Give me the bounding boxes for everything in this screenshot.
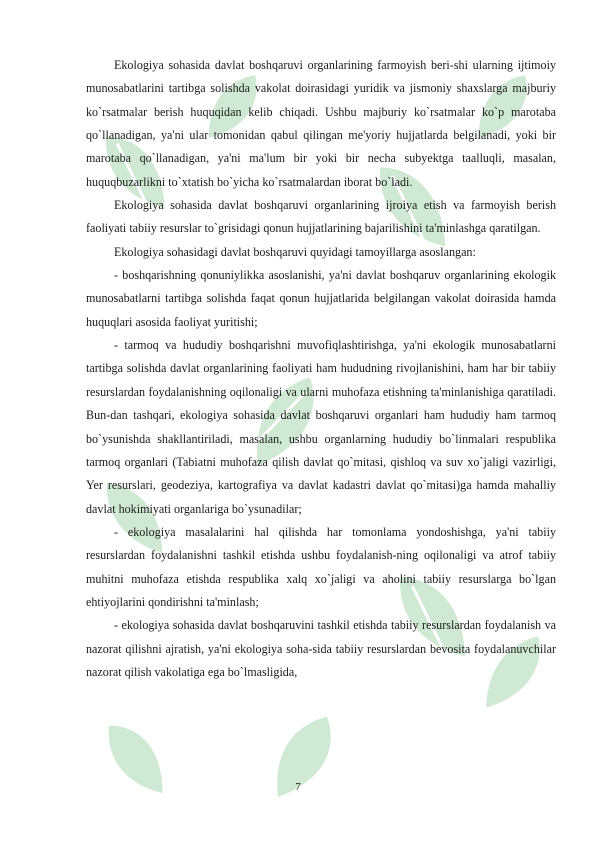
list-item: - boshqarishning qonuniylikka asoslanishi, ya'ni davlat boshqaruv organlarining ekologik munosabatlarni tartibga solishda faqat qonun hujjatlarida belgilangan vakolat doirasida hamda huquqlari asosida faoliyat yuritishi; [86,268,556,329]
list-item: - tarmoq va hududiy boshqarishni muvofiqlashtirishga, ya'ni ekologik munosabatlarni tartibga solishda davlat organlarining faoliyati ham hududning rivojlanishini, ham har bir tabiiy resurslardan foydalanishning oqilonaligi va ularni muhofaza etishning ta'minlanishiga qaratiladi. Bun-dan tashqari, ekologiya sohasida davlat boshqaruvi organlari ham hududiy ham tarmoq bo`ysunishda shakllantiriladi, masalan, ushbu organlarning hududiy bo`linmalari respublika tarmoq organlari (Tabiatni muhofaza qilish davlat qo`mitasi, qishloq va suv xo`jaligi vazirligi, Yer resurslari, geodeziya, kartografiya va davlat kadastri davlat qo`mitasi)ga hamda mahalliy davlat hokimiyati organlariga bo`ysunadilar; [86,338,556,516]
paragraph: Ekologiya sohasida davlat boshqaruvi organlarining farmoyish beri-shi ularning ijtimoiy munosabatlarini tartibga solishda vakolat doirasidagi yuridik va jismoniy shaxslarga majburiy ko`rsatmalar berish huquqidan kelib chiqadi. Ushbu majburiy ko`rsatmalar ko`p marotaba qo`llanadigan, ya'ni ular tomonidan qabul qilingan me'yoriy hujjatlarda belgilanadi, yoki bir marotaba qo`llanadigan, ya'ni ma'lum bir yoki bir necha subyektga taalluqli, masalan, huquqbuzarlikni to`xtatish bo`yicha ko`rsatmalardan iborat bo`ladi. [86,58,556,189]
leaf-watermark-icon [250,700,350,810]
document-body [86,54,556,684]
leaf-watermark-icon [88,710,178,810]
paragraph: Ekologiya sohasidagi davlat boshqaruvi quyidagi tamoyillarga asoslangan: [114,244,476,259]
list-item: - ekologiya masalalarini hal qilishda har tomonlama yondoshishga, ya'ni tabiiy resurslardan foydalanishni tashkil etishda ushbu foydalanish-ning oqilonaligi va atrof tabiiy muhitni muhofaza etishda respublika xalq xo`jaligi va aholini tabiiy resurslarga bo`lgan ehtiyojlarini qondirishni ta'minlash; [86,524,556,609]
list-item: - ekologiya sohasida davlat boshqaruvini tashkil etishda tabiiy resurslardan foydalanish va nazorat qilishni ajratish, ya'ni ekologiya soha-sida tabiiy resurslardan bevosita foydalanuvchilar nazorat qilish vakolatiga ega bo`lmasligida, [86,618,556,679]
page-number: 7 [295,781,301,793]
paragraph: Ekologiya sohasida davlat boshqaruvi organlarining ijroiya etish va farmoyish berish faoliyati tabiiy resurslar to`grisidagi qonun hujjatlarining bajarilishini ta'minlashga qaratilgan. [86,198,556,236]
